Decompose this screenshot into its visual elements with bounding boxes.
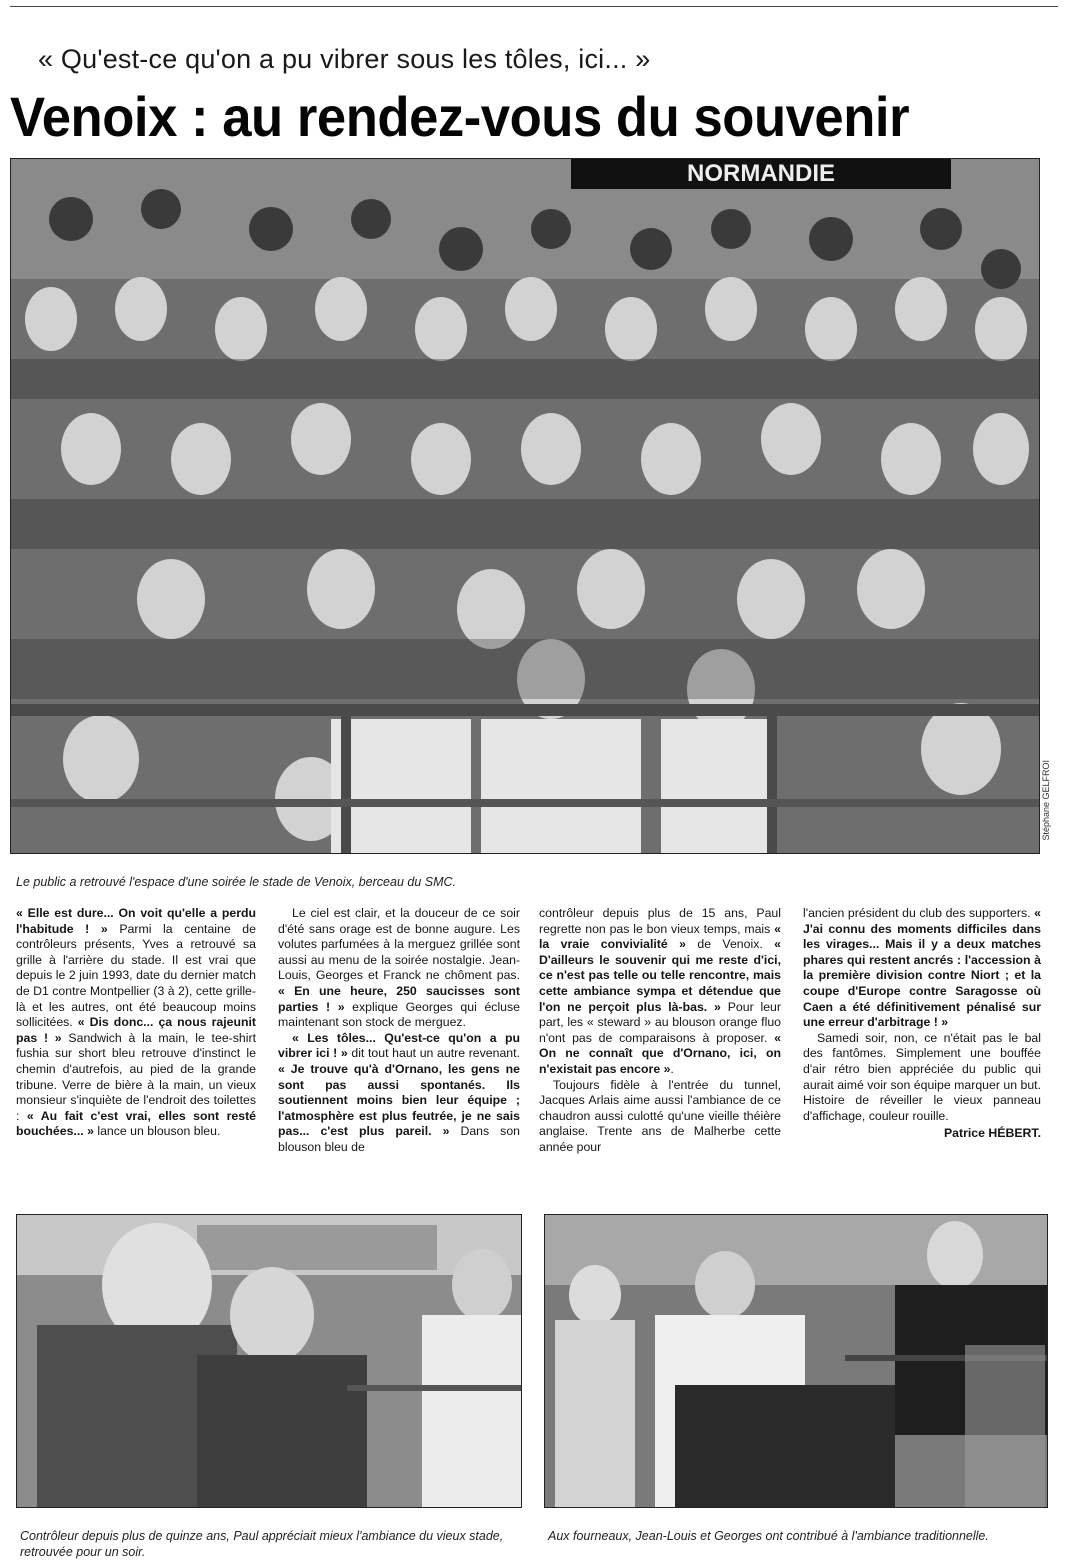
body-text: l'ancien président du club des supporters. bbox=[803, 906, 1035, 920]
paragraph bbox=[539, 906, 781, 1078]
body-text: Samedi soir, non, ce n'était pas le bal des fantômes. Simplement une bouffée d'air rétro bien appréciée du public qui aurait aimé voir son équipe marquer un but. Histoire de réveiller le vieux panneau d'affichage, couleur rouille. bbox=[803, 1030, 1041, 1123]
body-text: Dans son blouson bleu de bbox=[278, 1124, 521, 1154]
barbecue-image bbox=[545, 1215, 1047, 1507]
article-column-3 bbox=[539, 906, 781, 1156]
body-text: Sandwich à la main, le tee-shirt fushia sur short bleu retrouve d'instinct le chemin d'autrefois, au pied de la grande tribune. Verre de bière à la main, un vieux monsieur s'inquiète de l'endroit des toilettes : bbox=[16, 1030, 256, 1123]
main-photo bbox=[10, 158, 1040, 854]
quote-text: « J'ai connu des moments difficiles dans les virages... Mais il y a deux matches phares qui restent ancrés : l'accession à la première division contre Niort ; et la coupe d'Europe contre Saragosse où Caen a été définitivement pénalisé sur une erreur d'arbitrage ! » bbox=[803, 906, 1041, 1030]
paragraph bbox=[16, 906, 256, 1140]
author-signature: Patrice HÉBERT. bbox=[943, 1126, 1041, 1141]
quote-text: « Au fait c'est vrai, elles sont resté bouchées... » bbox=[16, 1108, 257, 1139]
article-column-4 bbox=[803, 906, 1041, 1142]
bottom-right-photo bbox=[544, 1214, 1048, 1508]
quote-text: « Je trouve qu'à d'Ornano, les gens ne sont pas aussi spontanés. Ils soutiennent moins bien leur équipe ; l'atmosphère est plus feutrée, je ne sais pas... c'est plus pareil. » bbox=[278, 1061, 520, 1139]
crowd-image bbox=[11, 159, 1039, 853]
paragraph bbox=[803, 1031, 1041, 1125]
body-text: dit tout haut un autre revenant. bbox=[347, 1046, 520, 1061]
body-text: Le ciel est clair, et la douceur de ce soir d'été sans orage est de bonne augure. Les volutes parfumées à la merguez grillée sont aussi au menu de la soirée nostalgie. Jean-Louis, Georges et Franck ne chôment pas. bbox=[278, 906, 520, 983]
body-text: . bbox=[670, 1061, 674, 1076]
article-column-2 bbox=[278, 906, 520, 1156]
article-column-1 bbox=[16, 906, 256, 1140]
paragraph bbox=[278, 906, 520, 1031]
main-photo-caption: Le public a retrouvé l'espace d'une soirée le stade de Venoix, berceau du SMC. bbox=[16, 875, 456, 889]
top-rule bbox=[10, 6, 1058, 7]
quote-text: « En une heure, 250 saucisses sont parties ! » bbox=[278, 983, 520, 1014]
body-text: Toujours fidèle à l'entrée du tunnel, Jacques Arlais aime aussi l'ambiance de ce chaudron aussi culotté qu'une vieille théière anglaise. Trente ans de Malherbe cette année pour bbox=[539, 1077, 781, 1154]
stadium-banner: NORMANDIE bbox=[687, 160, 835, 187]
controller-image bbox=[17, 1215, 521, 1507]
quote-text: « On ne connaît que d'Ornano, ici, on n'existait pas encore » bbox=[539, 1030, 781, 1076]
paragraph bbox=[803, 906, 1041, 1031]
quote-text: « Dis donc... ça nous rajeunit pas ! » bbox=[16, 1015, 256, 1045]
quote-text: « la vraie convivialité » bbox=[539, 921, 781, 952]
kicker: « Qu'est-ce qu'on a pu vibrer sous les tôles, ici... » bbox=[38, 44, 651, 74]
quote-text: « Les tôles... Qu'est-ce qu'on a pu vibrer ici ! » bbox=[278, 1030, 520, 1061]
bottom-right-caption: Aux fourneaux, Jean-Louis et Georges ont contribué à l'ambiance traditionnelle. bbox=[548, 1529, 989, 1543]
body-text: Parmi la centaine de contrôleurs présents, Yves a retrouvé sa grille à l'arrière du stade. Il est vrai que depuis le 2 juin 1993, date du dernier match de D1 contre Montpellier (3 à 2), cette grille-là et les autres, ont été beaucoup moins sollicitées. bbox=[16, 921, 256, 1030]
paragraph bbox=[278, 1031, 520, 1156]
bottom-left-caption: Contrôleur depuis plus de quinze ans, Paul appréciait mieux l'ambiance du vieux stade, retrouvée pour un soir. bbox=[20, 1529, 504, 1559]
photo-credit: Stéphane GELFROI bbox=[1041, 760, 1051, 841]
body-text: lance un blouson bleu. bbox=[93, 1124, 221, 1139]
body-text: Pour leur part, les « steward » au blouson orange fluo n'ont pas de comparaisons à proposer. bbox=[539, 999, 781, 1045]
paragraph bbox=[539, 1078, 781, 1156]
body-text: explique Georges qui écluse maintenant son stock de merguez. bbox=[278, 999, 520, 1030]
body-text: contrôleur depuis plus de 15 ans, Paul regrette non pas le bon vieux temps, mais bbox=[539, 906, 781, 936]
body-text: de Venoix. bbox=[685, 937, 775, 952]
headline: Venoix : au rendez-vous du souvenir bbox=[10, 85, 910, 148]
quote-text: « Elle est dure... On voit qu'elle a perdu l'habitude ! » bbox=[16, 906, 256, 936]
bottom-left-photo bbox=[16, 1214, 522, 1508]
quote-text: « D'ailleurs le souvenir qui me reste d'ici, ce n'est pas telle ou telle rencontre, mais cette ambiance sympa et détendue que l'on ne perçoit plus là-bas. » bbox=[539, 937, 781, 1014]
